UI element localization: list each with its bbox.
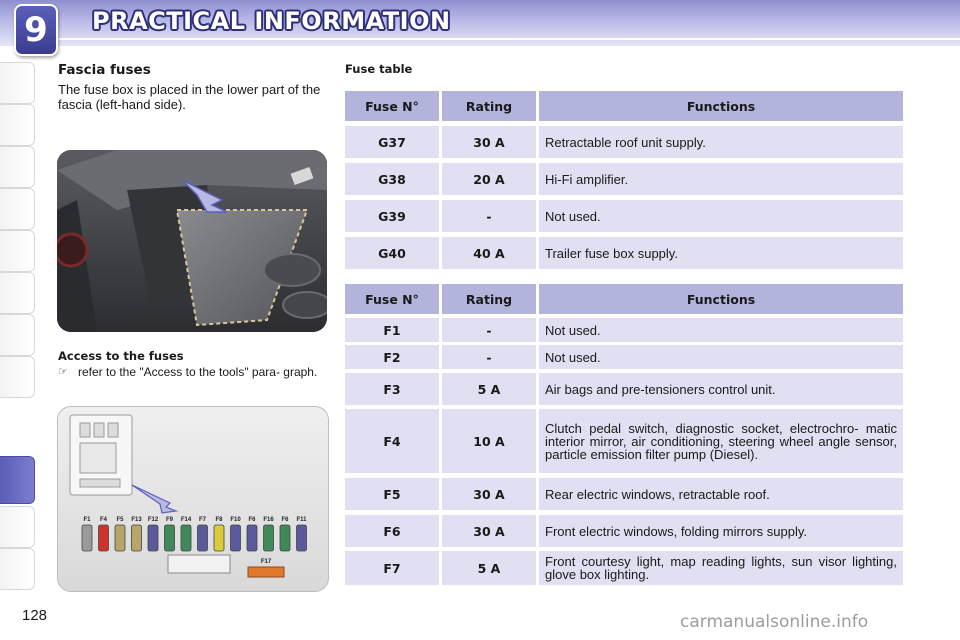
fuse-label: F8 [215, 517, 223, 523]
table-row-function: Hi-Fi amplifier. [539, 163, 903, 195]
header-fuse-number: Fuse N° [345, 91, 439, 121]
fuse-label: F14 [180, 517, 192, 523]
fuse-f8 [214, 525, 224, 551]
table-row-rating: 40 A [442, 237, 536, 269]
table-row-fuse: G40 [345, 237, 439, 269]
table-caption: Fuse table [345, 62, 413, 76]
table-row-function: Not used. [539, 200, 903, 232]
chapter-tabs [0, 62, 36, 582]
fuse-f9 [165, 525, 175, 551]
intro-paragraph: The fuse box is placed in the lower part of the fascia (left-hand side). [58, 82, 321, 112]
page-number: 128 [22, 607, 48, 624]
table-row-rating: 30 A [442, 515, 536, 547]
table-row-fuse: F5 [345, 478, 439, 510]
fuse-f6 [247, 525, 257, 551]
fuse-label: F1 [83, 517, 91, 523]
fuse-label: F11 [296, 517, 307, 523]
fusebox-illustration [58, 407, 328, 591]
table-row-function [539, 551, 903, 585]
chapter-tab-9-active[interactable] [0, 456, 35, 504]
chapter-tab-2[interactable] [0, 104, 35, 146]
dashboard-photo [57, 150, 327, 332]
header-rating: Rating [442, 91, 536, 121]
table-row-function: Front electric windows, folding mirrors supply. [539, 515, 903, 547]
table-row-rating: 10 A [442, 409, 536, 473]
header-functions: Functions [539, 284, 903, 314]
table-row-function: Retractable roof unit supply. [539, 126, 903, 158]
fuse-label: F6 [281, 517, 289, 523]
fuse-label: F4 [99, 517, 108, 523]
chapter-tab-5[interactable] [0, 230, 35, 272]
fuse-f14 [181, 525, 191, 551]
table-row-fuse: F6 [345, 515, 439, 547]
fuse-label: F10 [230, 517, 241, 523]
fuse-f4 [99, 525, 109, 551]
table-row-rating: 5 A [442, 373, 536, 405]
fuse-f6 [280, 525, 290, 551]
table-row-fuse: G37 [345, 126, 439, 158]
fuse-f7 [198, 525, 208, 551]
chapter-badge: 9 [14, 4, 58, 56]
fuse-f10 [231, 525, 241, 551]
fuse-label: F13 [131, 517, 142, 523]
table-row-function-text: Front courtesy light, map reading lights, sun visor lighting, glove box lighting. [545, 554, 897, 582]
table-row-fuse: G38 [345, 163, 439, 195]
pointing-hand-icon: ☞ [58, 366, 68, 378]
chapter-tab-6[interactable] [0, 272, 35, 314]
access-text: refer to the "Access to the tools" para- graph. [78, 365, 318, 379]
chapter-tab-8[interactable] [0, 356, 35, 398]
dashboard-illustration [57, 150, 327, 332]
table-row-fuse: G39 [345, 200, 439, 232]
table-row-function: Not used. [539, 345, 903, 369]
fuse-label: F6 [248, 517, 256, 523]
access-list-item [58, 366, 330, 379]
fuse-label-f17: F17 [260, 559, 272, 565]
header-divider [56, 38, 960, 40]
chapter-tab-1[interactable] [0, 62, 35, 104]
fuse-label: F9 [165, 517, 174, 523]
table-row-rating: - [442, 318, 536, 342]
table-row-function-text: Clutch pedal switch, diagnostic socket, electrochro- matic interior mirror, air conditioning, steering wheel angle sensor, particle emission filter pump (Diesel). [545, 420, 897, 462]
page-title: PRACTICAL INFORMATION [92, 7, 451, 35]
fuse-f11 [297, 525, 307, 551]
table-row-rating: - [442, 345, 536, 369]
fuse-label: F7 [198, 517, 207, 523]
table-row-rating: - [442, 200, 536, 232]
table-row-fuse: F7 [345, 551, 439, 585]
chapter-tab-10[interactable] [0, 506, 35, 548]
table-row-rating: 30 A [442, 126, 536, 158]
table-row-fuse: F1 [345, 318, 439, 342]
watermark: carmanualsonline.info [680, 612, 869, 632]
fuse-f16 [264, 525, 274, 551]
fuse-label: F16 [263, 517, 274, 523]
table-row-function: Rear electric windows, retractable roof. [539, 478, 903, 510]
chapter-tab-11[interactable] [0, 548, 35, 590]
table-row-function: Not used. [539, 318, 903, 342]
table-row-fuse: F2 [345, 345, 439, 369]
header-functions: Functions [539, 91, 903, 121]
table-row-rating: 20 A [442, 163, 536, 195]
fusebox-diagram [57, 406, 329, 592]
header-rating: Rating [442, 284, 536, 314]
chapter-tab-4[interactable] [0, 188, 35, 230]
section-heading: Fascia fuses [58, 62, 151, 78]
chapter-tab-3[interactable] [0, 146, 35, 188]
table-row-rating: 30 A [442, 478, 536, 510]
table-row-function: Trailer fuse box supply. [539, 237, 903, 269]
fuse-label: F12 [147, 517, 159, 523]
fuse-f13 [132, 525, 142, 551]
fuse-label: F5 [116, 517, 124, 523]
header-fuse-number: Fuse N° [345, 284, 439, 314]
table-row-rating: 5 A [442, 551, 536, 585]
chapter-tab-7[interactable] [0, 314, 35, 356]
fuse-f5 [115, 525, 125, 551]
table-row-fuse: F3 [345, 373, 439, 405]
fuse-f1 [82, 525, 92, 551]
table-row-fuse: F4 [345, 409, 439, 473]
table-row-function [539, 409, 903, 473]
table-row-function: Air bags and pre-tensioners control unit. [539, 373, 903, 405]
fuse-f12 [148, 525, 158, 551]
access-heading: Access to the fuses [58, 349, 184, 363]
